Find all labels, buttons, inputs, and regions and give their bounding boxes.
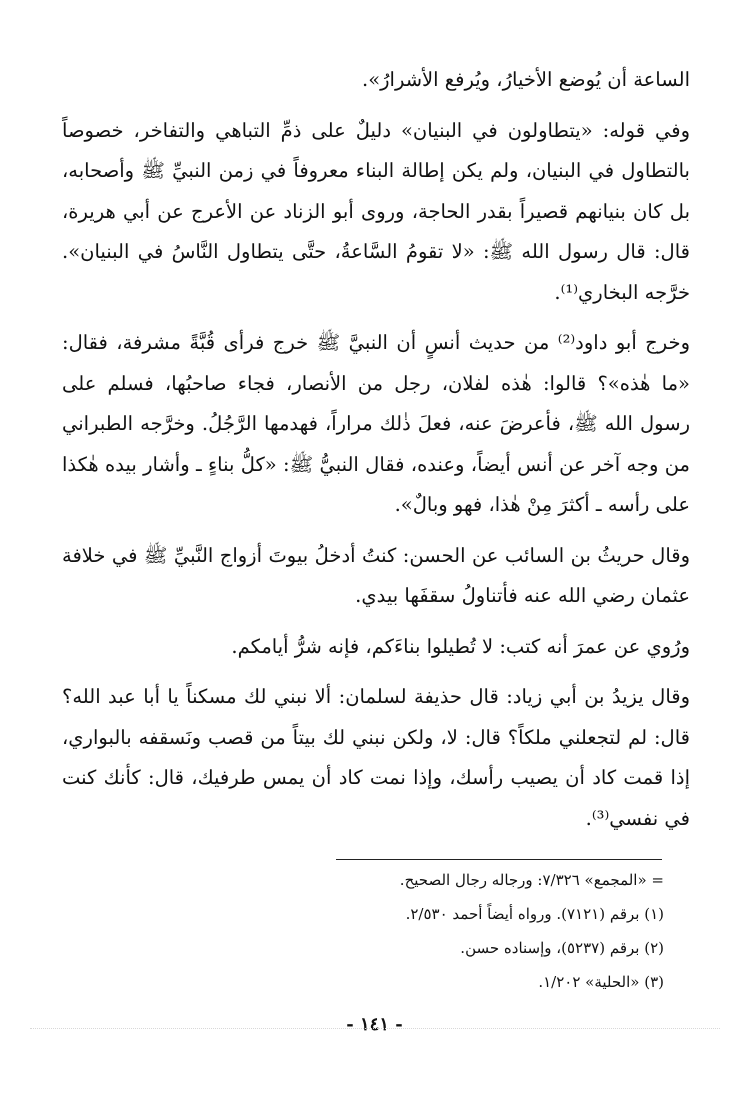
- scan-speckle-line: [30, 1028, 720, 1031]
- page-number: - ١٤١ -: [346, 1014, 403, 1035]
- footnote-continued: = «المجمع» ٧/٣٢٦: ورجاله رجال الصحيح.: [399, 871, 664, 889]
- footnote-1: (١) برقم (٧١٢١). ورواه أيضاً أحمد ٢/٥٣٠.: [405, 905, 664, 923]
- footnote-divider: [336, 859, 662, 860]
- paragraph-umar: ورُوي عن عمرَ أنه كتب: لا تُطيلوا بناءَكم، فإنه شرُّ أيامكم.: [231, 634, 690, 658]
- footnotes: [300, 863, 664, 999]
- main-text: [62, 60, 690, 839]
- paragraph-tatawul: وفي قوله: «يتطاولون في البنيان» دليلٌ على ذمِّ التباهي والتفاخر، خصوصاً بالتطاول في البنيان، ولم يكن إطالة البناء معروفاً في زمن النبيِّ ﷺ وأصحابه، بل كان بنيانهم قصيراً بقدر الحاجة، وروى أبو الزناد عن الأعرج عن أبي هريرة، قال: قال رسول الله ﷺ: «لا تقومُ السَّاعةُ، حتَّى يتطاول النَّاسُ في البنيان». خرَّجه البخاري⁽¹⁾.: [62, 118, 690, 304]
- footnote-3: (٣) «الحلية» ١/٢٠٢.: [538, 973, 664, 991]
- paragraph-hudhayfa: وقال يزيدُ بن أبي زياد: قال حذيفة لسلمان: ألا نبني لك مسكناً يا أبا عبد الله؟ قال: لم لتجعلني ملكاً؟ قال: لا، ولكن نبني لك بيتاً من قصب ونَسقفه بالبواري، إذا قمت كاد أن يصيب رأسك، وإذا نمت كاد أن يمس طرفيك، قال: كأنك كنت في نفسي⁽³⁾.: [62, 685, 690, 830]
- paragraph-abu-dawud: وخرج أبو داود⁽²⁾ من حديث أنسٍ أن النبيَّ ﷺ خرج فرأى قُبَّةً مشرفة، فقال: «ما هٰذه»؟ قالوا: هٰذه لفلان، رجل من الأنصار، فجاء صاحبُها، فسلم على رسول الله ﷺ، فأعرضَ عنه، فعلَ ذٰلك مراراً، فهدمها الرَّجُلُ. وخرَّجه الطبراني من وجه آخر عن أنس أيضاً، وعنده، فقال النبيُّ ﷺ: «كلُّ بناءٍ ـ وأشار بيده هٰكذا على رأسه ـ أكثرَ مِنْ هٰذا، فهو وبالٌ».: [62, 331, 691, 516]
- footnote-2: (٢) برقم (٥٢٣٧)، وإسناده حسن.: [460, 939, 664, 957]
- paragraph-continuation: الساعة أن يُوضع الأخيارُ، ويُرفع الأشرارُ».: [362, 68, 690, 91]
- paragraph-hurayth: وقال حريثُ بن السائب عن الحسن: كنتُ أدخلُ بيوتَ أزواج النَّبيِّ ﷺ في خلافة عثمان رضي الله عنه فأتناولُ سقفَها بيدي.: [62, 543, 690, 607]
